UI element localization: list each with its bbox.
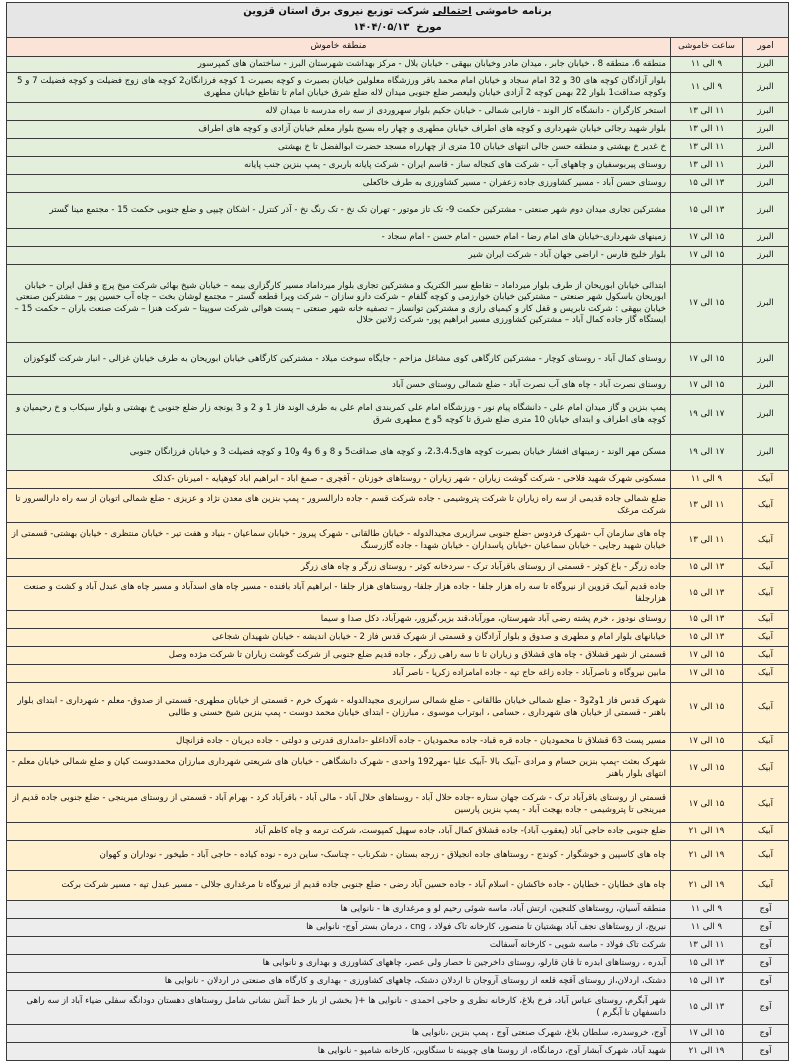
outage-time-cell: ۱۳ الی ۱۵ [671,577,743,611]
omur-cell: البرز [743,193,789,229]
outage-time-cell: ۱۵ الی ۱۷ [671,265,743,343]
omur-cell: البرز [743,377,789,395]
column-header-saat: ساعت خاموشی [671,38,743,57]
outage-area-cell: مشترکین تجاری میدان دوم شهر صنعتی - مشترکین حکمت 9- تک تاز موتور - تهران تک نخ - تک رنگ نخ - آذر کنترل - اشکان چیپی و ضلع جنوبی حکمت 15 - مجتمع مینا گستر [7,193,671,229]
omur-cell: آبیک [743,665,789,683]
table-row [7,523,789,559]
outage-time-cell: ۱۵ الی ۱۷ [671,647,743,665]
outage-area-cell: روستای حسن آباد - مسیر کشاورزی جاده زعفران - مسیر کشاورزی به طرف خاکعلی [7,175,671,193]
outage-area-cell: شهر آبگرم، روستای عباس آباد، فرخ بلاغ، کارخانه نظری و حاجی احمدی - نانوایی ها +( بخشی از بار خط آتش نشانی شامل روستاهای دهستان دودانگه سفلی ضیاء آباد از سه راهی دانسفهان تا آبگرم ) [7,991,671,1025]
outage-time-cell: ۱۵ الی ۱۷ [671,1025,743,1043]
outage-time-cell: ۱۳ الی ۱۵ [671,955,743,973]
omur-cell: البرز [743,121,789,139]
table-row [7,395,789,435]
outage-area-cell: منطقه آسیان، روستاهای کلنجین، ارتش آباد، ماسه شوئی رحیم لو و مرغداری ها - نانوایی ها [7,901,671,919]
outage-schedule-table [6,2,789,1061]
outage-time-cell: ۱۳ الی ۱۵ [671,973,743,991]
table-row [7,683,789,733]
outage-time-cell: ۱۷ الی ۱۹ [671,395,743,435]
omur-cell: آبیک [743,629,789,647]
omur-cell: آوج [743,901,789,919]
column-header-omur: امور [743,38,789,57]
table-row [7,157,789,175]
title-emphasis: احتمالی [432,6,472,17]
omur-cell: البرز [743,247,789,265]
outage-area-cell: ضلع شمالی جاده قدیمی از سه راه زیاران تا شرکت پتروشیمی - جاده شرکت قسم - جاده دارالسرور - پمپ بنزین های معدن نژاد و عزیزی - ضلع شمالی اتوبان از سه راه دارالسرور تا شرکت مرغک [7,489,671,523]
omur-cell: البرز [743,343,789,377]
omur-cell: آبیک [743,523,789,559]
date-line [11,20,784,36]
outage-time-cell: ۹ الی ۱۱ [671,73,743,103]
outage-time-cell: ۱۹ الی ۲۱ [671,823,743,841]
omur-cell: البرز [743,103,789,121]
outage-time-cell: ۱۳ الی ۱۵ [671,193,743,229]
column-header-row [7,38,789,57]
outage-area-cell: بلوار شهید رجائی خیابان شهرداری و کوچه های اطراف خیابان مطهری و چهار راه بسیج بلوار معلم خیابان آزادی و کوچه های اطراف [7,121,671,139]
outage-area-cell: روستای پیربوسفیان و چاههای آب - شرکت های کنجاله ساز - قاسم ایران - شرکت پایانه باربری - پمپ بنزین جنب پایانه [7,157,671,175]
outage-area-cell: شرکت تاک فولاد - ماسه شویی - کارخانه آسفالت [7,937,671,955]
outage-area-cell: بلوار خلیج فارس - اراضی جهان آباد - شرکت ایران شیر [7,247,671,265]
outage-area-cell: چاه های سازمان آب -شهرک فردوس -ضلع جنوبی سرازیری مجیدالدوله - خیابان طالقانی - شهرک پیروز - خیابان سماعیان - بنیاد و هفت تیر - خیابان منتظری - خیابان بهشتی- قسمتی از خیابان شهید رجایی - خیابان سماعیان -خیابان پاسداران - خیابان شهدا - جاده گازرسنگ [7,523,671,559]
outage-area-cell: قسمتی از شهر قشلاق - چاه های قشلاق و زیاران تا تا سه راهی زرگر ، جاده قدیم ضلع جنوبی از شرکت گوشت زیاران تا شرکت مژده وصل [7,647,671,665]
table-row [7,343,789,377]
table-row [7,611,789,629]
outage-time-cell: ۱۹ الی ۲۱ [671,871,743,901]
date-label: مورخ [416,22,442,33]
table-row [7,229,789,247]
outage-time-cell: ۱۳ الی ۱۵ [671,611,743,629]
omur-cell: البرز [743,139,789,157]
outage-area-cell: چاه های کاسپین و خوشگوار - کوندج - روستاهای جاده انجیلاق - زرجه بستان - شکرناب - چناسک- ساین دره - نوده کیاده - حاجی آباد - طیخور - نوداران و کهوان [7,841,671,871]
omur-cell: آوج [743,973,789,991]
table-body [7,57,789,1061]
omur-cell: آوج [743,919,789,937]
omur-cell: البرز [743,395,789,435]
omur-cell: آبیک [743,823,789,841]
outage-area-cell: جاده زرگر - باغ کوثر - قسمتی از روستای باقرآباد ترک - سردخانه کوثر - روستای زرگر و چاه های زرگر [7,559,671,577]
omur-cell: آبیک [743,787,789,823]
outage-time-cell: ۱۵ الی ۱۷ [671,229,743,247]
outage-time-cell: ۱۵ الی ۱۷ [671,751,743,787]
omur-cell: البرز [743,73,789,103]
omur-cell: آبیک [743,559,789,577]
outage-area-cell: بلوار آزادگان کوچه های 30 و 32 امام سجاد و خیابان امام محمد باقر ورزشگاه معلولین خیابان بصیرت و کوچه بصیرت 1 کوچه فرزانگان2 کوچه های زوج فضیلت و کوچه فضیلت 7 و 5 وکوچه صداقت1 بلوار 22 بهمن کوچه 2 آزادی خیابان ولیعصر ضلع جنوبی میدان لاله ضلع شرق خیابان امام تا تقاطع خیابان مطهری [7,73,671,103]
outage-schedule-sheet [6,2,789,1061]
outage-time-cell: ۹ الی ۱۱ [671,471,743,489]
omur-cell: آبیک [743,683,789,733]
omur-cell: البرز [743,157,789,175]
omur-cell: آوج [743,937,789,955]
outage-area-cell: آبدره ، روستاهای ابدره تا قان قارلو، روستای داخرجین تا حصار ولی عصر، چاههای کشاورزی و بهداری و نانوایی ها [7,955,671,973]
table-row [7,57,789,73]
outage-area-cell: مابین نیروگاه و ناصرآباد - جاده زاغه حاج تپه - جاده امامزاده زکریا - ناصر آباد [7,665,671,683]
outage-time-cell: ۱۷ الی ۱۹ [671,435,743,471]
omur-cell: البرز [743,57,789,73]
outage-area-cell: ابتدائی خیابان ابوریحان از طرف بلوار میرداماد – تقاطع سیر الکتریک و مشترکین تجاری بلوار میرداماد مسیر کارگزاری بیمه – خیابان شیخ بهائی شرکت میخ پرچ و قفل ایران – خیابان ابوریحان باسکول شهر صنعتی – مشترکین خیابان خوارزمی و کوچه گلفام – شرکت دارو سازان – شرکت ویرا قطعه گستر – مجتمع لوشان بخت – چاه آب حسین پور – مشترکین صنعتی خیابان بیهقی : شرکت نابریس و قفل کار و کیمیای رازی و مشترکین توانساز – تصفیه خانه شهر صنعتی – پست هوائی شرکت سوپیتا – شرکت هنزا – شرکت صنعت باران – حکمت 15 – ایستگاه گاز جاده کمال آباد – مشترکین کشاورزی مسیر ابراهیم پور- شرکت ژلاتین حلال [7,265,671,343]
outage-time-cell: ۱۳ الی ۱۵ [671,629,743,647]
outage-area-cell: شهرک بعثت -پمپ بنزین حسام و مرادی -آبیک بالا -آبیک علیا -مهر192 واحدی - شهرک دانشگاهی - خیابان های شریعتی شهرداری مبارزان محمددوست کیان و ضلع شمالی خیابان معلم - انتهای بلوار باهنر [7,751,671,787]
omur-cell: آبیک [743,871,789,901]
table-row [7,871,789,901]
table-row [7,1025,789,1043]
outage-area-cell: جاده قدیم آبیک قزوین از نیروگاه تا سه راه هزار جلفا - جاده هزار جلفا- روستاهای هزار جلفا - ابراهیم آباد بافنده - مسیر چاه های اسدآباد و مسیر چاه های عبدل آباد و کشت و صنعت هزارجلفا [7,577,671,611]
table-row [7,175,789,193]
outage-area-cell: مسکن مهر الوند - زمینهای افشار خیابان بصیرت کوچه های2،3،4،5، و کوچه های صداقت5 و 8 و 6 و4 و10 و کوچه فضیلت 3 و خیابان فرزانگان جنوبی [7,435,671,471]
table-row [7,901,789,919]
table-row [7,919,789,937]
outage-area-cell: روستای نودوز ، خرم پشته رضی آباد شهرستان، مورآباد،قند بزیر،گیزور، شهرآباد، دکل صدا و سیما [7,611,671,629]
table-row [7,665,789,683]
omur-cell: آبیک [743,577,789,611]
table-row [7,733,789,751]
table-row [7,973,789,991]
omur-cell: البرز [743,435,789,471]
table-row [7,73,789,103]
outage-area-cell: شهید آباد، شهرک آبشار آوج، درمانگاه، از روستا های چوبینه تا سنگاوین، کارخانه شامپو - نانوایی ها [7,1043,671,1061]
outage-time-cell: ۱۵ الی ۱۷ [671,665,743,683]
outage-time-cell: ۱۵ الی ۱۷ [671,787,743,823]
outage-area-cell: خ غدیر خ بهشتی و منطقه حسن جالی انتهای خیابان 10 متری از چهارراه مسجد حضرت ابوالفضل تا خ بهشتی [7,139,671,157]
outage-time-cell: ۹ الی ۱۱ [671,57,743,73]
table-row [7,559,789,577]
outage-time-cell: ۱۵ الی ۱۷ [671,247,743,265]
table-row [7,647,789,665]
outage-area-cell: قسمتی از روستای باقرآباد ترک - شرکت جهان ستاره -جاده حلال آباد - روستاهای حلال آباد - مالی آباد - باقرآباد کرد - بهرام آباد - قسمتی از روستای میرینجی - ضلع جنوبی جاده قدیم از میرینجی تا پتروشیمی - جاده بهجت آباد - پمپ بنزین پارسین [7,787,671,823]
omur-cell: آوج [743,991,789,1025]
outage-area-cell: آوج، خروسدره، سلطان بلاغ، شهرک صنعتی آوج ، پمپ بنزین ،نانوایی ها [7,1025,671,1043]
outage-time-cell: ۱۳ الی ۱۵ [671,559,743,577]
table-row [7,121,789,139]
outage-time-cell: ۱۱ الی ۱۳ [671,157,743,175]
outage-time-cell: ۱۱ الی ۱۳ [671,103,743,121]
outage-time-cell: ۱۹ الی ۲۱ [671,1043,743,1061]
outage-time-cell: ۱۵ الی ۱۷ [671,733,743,751]
table-row [7,955,789,973]
outage-time-cell: ۹ الی ۱۱ [671,901,743,919]
omur-cell: آبیک [743,611,789,629]
table-row [7,751,789,787]
table-row [7,577,789,611]
omur-cell: البرز [743,175,789,193]
outage-area-cell: دشتک، اردلان،از روستای آقچه قلعه از روستای آروجان تا اردلان دشتک، چاههای کشاورزی - بهداری و کارگاه های صنعتی در اردلان - نانوایی ها [7,973,671,991]
omur-cell: آوج [743,955,789,973]
table-row [7,265,789,343]
table-row [7,435,789,471]
outage-time-cell: ۱۹ الی ۲۱ [671,841,743,871]
outage-area-cell: چاه های خطایان - خطایان - جاده خاکشان - اسلام آباد - جاده حسین آباد رضی - ضلع جنوبی جاده قدیم از نیروگاه تا مرغداری جلالی - مسیر عبدل تپه - مسیر شرکت برکت [7,871,671,901]
table-row [7,841,789,871]
outage-time-cell: ۱۱ الی ۱۳ [671,121,743,139]
table-row [7,247,789,265]
outage-time-cell: ۱۳ الی ۱۵ [671,175,743,193]
table-row [7,139,789,157]
outage-time-cell: ۱۵ الی ۱۷ [671,343,743,377]
omur-cell: آبیک [743,841,789,871]
page-title: برنامه خاموشی احتمالی شرکت توزیع نیروی برق استان قزوین [243,6,552,17]
table-row [7,629,789,647]
outage-area-cell: مسکونی شهرک شهید فلاحی - شرکت گوشت زیاران - شهر زیاران - روستاهای خوزنان - آقچری - صمغ اباد - ابراهیم اباد کوهپایه - امیرنان -کذلک [7,471,671,489]
omur-cell: آبیک [743,489,789,523]
outage-area-cell: استخر کارگران - دانشگاه کار الوند - فارابی شمالی - خیابان حکیم بلوار سهروردی از سه راه مدرسه تا میدان لاله [7,103,671,121]
table-row [7,103,789,121]
outage-time-cell: ۱۱ الی ۱۳ [671,139,743,157]
table-row [7,937,789,955]
omur-cell: آبیک [743,647,789,665]
outage-area-cell: زمینهای شهرداری-خیابان های امام رضا - امام حسین - امام حسن - امام سجاد - [7,229,671,247]
table-row [7,991,789,1025]
outage-area-cell: منطقه 6، منطقه 8 ، خیابان جابر ، میدان مادر وخیابان بیهقی - خیابان بلال - مرکز بهداشت شهرستان البرز - ساختمان های کمپرسور [7,57,671,73]
outage-area-cell: مسیر پست 63 قشلاق تا محمودیان - جاده قره قباد- جاده محمودیان - جاده آلاداغلو -دامداری قدرتی و دولتی - جاده دیریان - جاده قزانچال [7,733,671,751]
omur-cell: آبیک [743,751,789,787]
omur-cell: آبیک [743,733,789,751]
outage-time-cell: ۱۱ الی ۱۳ [671,937,743,955]
table-row [7,787,789,823]
outage-time-cell: ۹ الی ۱۱ [671,919,743,937]
outage-area-cell: روستای کمال آباد - روستای کوچار - مشترکین کارگاهی کوی مشاغل مزاحم - جایگاه سوخت میلاد - مشترکین کارگاهی خیابان ابوریحان به طرف خیابان غزالی - انبار شرکت گلوکوزان [7,343,671,377]
date-value: ۱۴۰۴/۰۵/۱۳ [353,22,410,33]
outage-time-cell: ۱۵ الی ۱۷ [671,377,743,395]
table-row [7,377,789,395]
omur-cell: آوج [743,1043,789,1061]
omur-cell: البرز [743,265,789,343]
outage-time-cell: ۱۳ الی ۱۵ [671,991,743,1025]
outage-area-cell: نیریج، از روستاهای نجف آباد بهشتیان تا منصور، کارخانه تاک فولاد ، cng ، درمان بستر آوج- نانوایی ها [7,919,671,937]
outage-area-cell: خیابانهای بلوار امام و مطهری و صدوق و بلوار آزادگان و قسمتی از شهرک قدس فاز 2 - خیابان اندیشه - خیابان شهیدان شجاعی [7,629,671,647]
outage-area-cell: پمپ بنزین و گاز میدان امام علی - دانشگاه پیام نور - ورزشگاه امام علی کمربندی امام علی به طرف الوند فاز 1 و 2 و 3 یونجه زار ضلع جنوبی خ بهشتی و بلوار سیکاب و خ رحیمیان و کوچه های اطراف و ابتدای خیابان 10 متری ضلع شرق تا کوچه 5و خ مطهری شرق [7,395,671,435]
column-header-area: منطقه خاموش [7,38,671,57]
outage-time-cell: ۱۱ الی ۱۳ [671,523,743,559]
omur-cell: آوج [743,1025,789,1043]
omur-cell: آبیک [743,471,789,489]
omur-cell: البرز [743,229,789,247]
table-row [7,489,789,523]
table-row [7,1043,789,1061]
outage-area-cell: روستای نصرت آباد - چاه های آب نصرت آباد - ضلع شمالی روستای حسن آباد [7,377,671,395]
table-row [7,471,789,489]
outage-time-cell: ۱۵ الی ۱۷ [671,683,743,733]
outage-area-cell: شهرک قدس فاز 1و2و3 - ضلع شمالی خیابان طالقانی - ضلع شمالی سرازیری مجیدالدوله - شهرک خرم - قسمتی از خیابان مطهری- قسمتی از صدوق- معلم - شهرداری - ابتدای بلوار باهنر - قسمتی از خیابان های شهرداری ، حسامی ، ابوتراب موسوی ، مبارزان - ابتدای خیابان محمد دوست - پمپ بنزین شیخ حسنی و طالبی [7,683,671,733]
table-row [7,193,789,229]
table-row [7,823,789,841]
title-block [7,3,789,38]
outage-time-cell: ۱۱ الی ۱۳ [671,489,743,523]
outage-area-cell: ضلع جنوبی جاده حاجی آباد (یعقوب آباد)- جاده قشلاق کمال آباد، جاده سهیل کمپوست، شرکت ترمه و چاه کاظم آباد [7,823,671,841]
